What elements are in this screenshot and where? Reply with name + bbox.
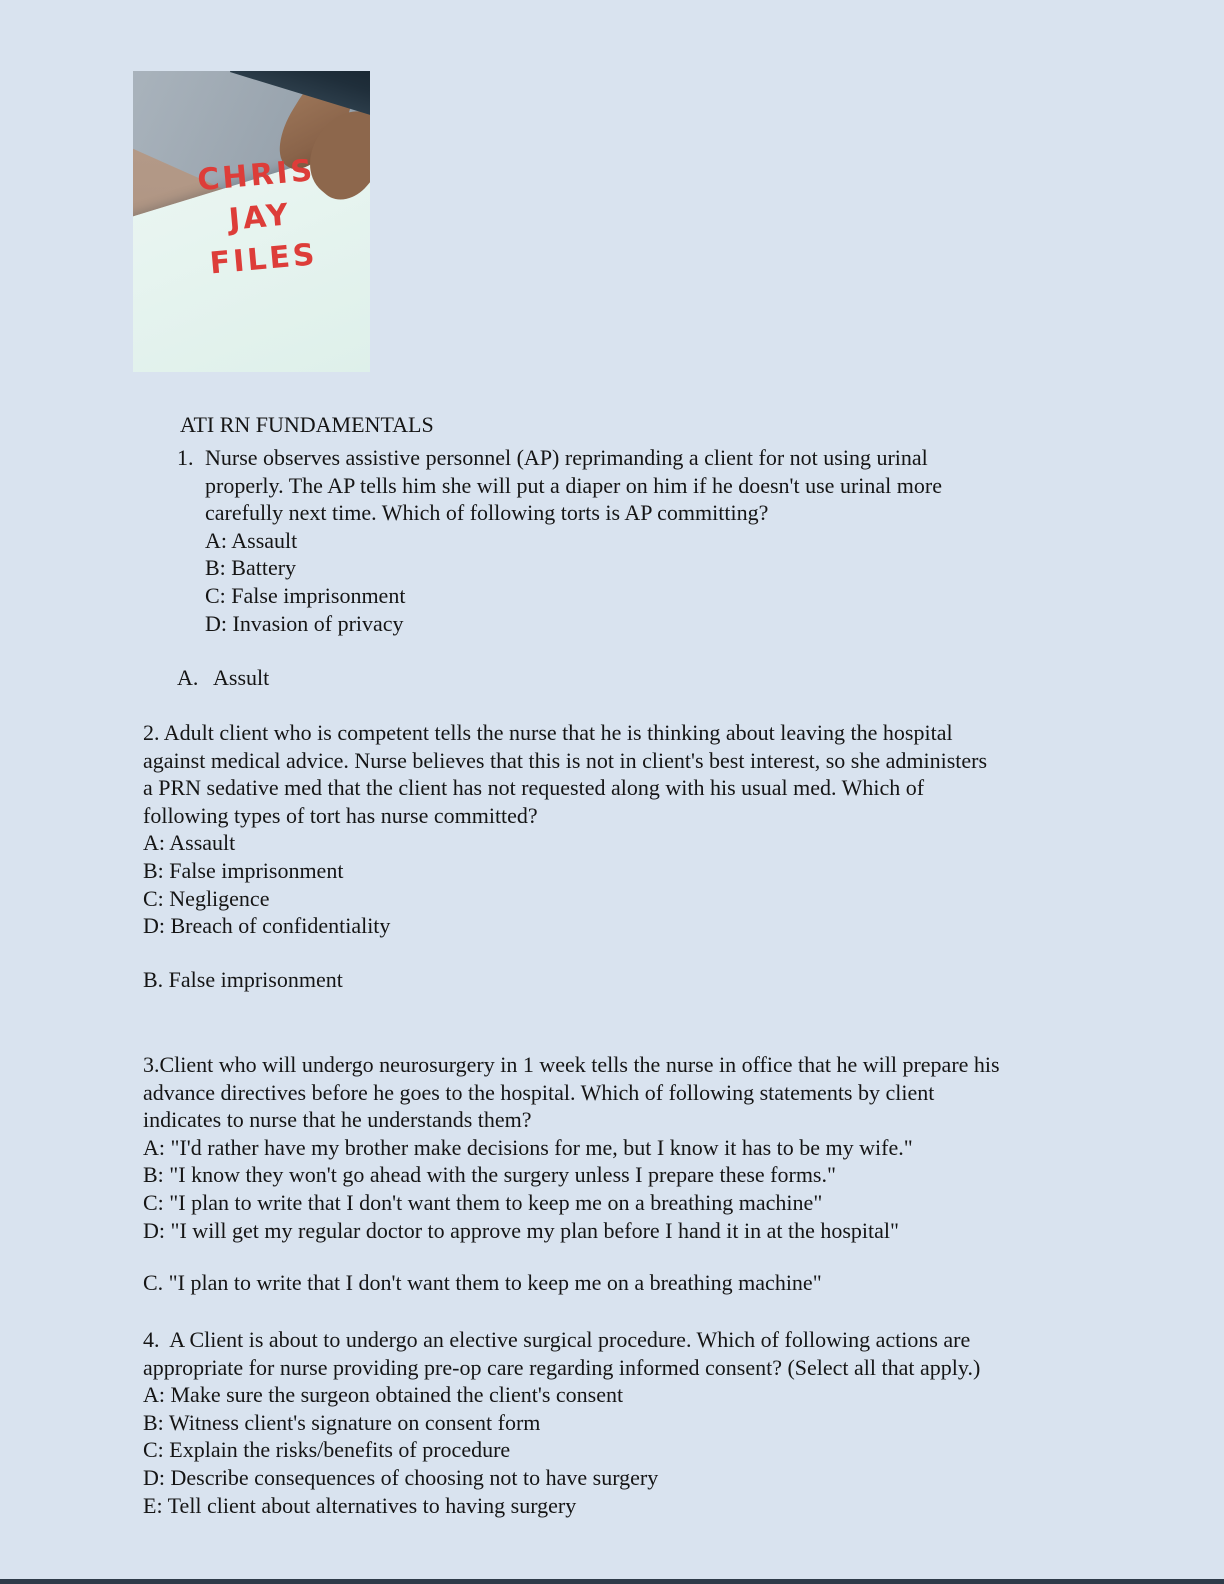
page-title: ATI RN FUNDAMENTALS [180,412,434,437]
question-line: a PRN sedative med that the client has not requested along with his usual med. Which of [143,775,925,801]
option-line: C: Negligence [143,885,270,911]
card-title-line: CHRIS [195,153,317,199]
card-title [180,149,340,288]
option-line: B: Witness client's signature on consent form [143,1409,541,1435]
option-line: C: Explain the risks/benefits of procedure [143,1437,511,1463]
option-line: A: Assault [205,527,298,553]
answer-1 [177,664,269,692]
option-line: D: Describe consequences of choosing not to have surgery [143,1464,659,1490]
option-line: D: Invasion of privacy [205,610,404,636]
option-line: B: Battery [205,555,297,581]
option-line: B: False imprisonment [143,857,344,883]
question-line: advance directives before he goes to the hospital. Which of following statements by client [143,1079,935,1105]
question-body [205,444,942,637]
option-line: A: "I'd rather have my brother make decisions for me, but I know it has to be my wife." [143,1134,913,1160]
option-line: B: "I know they won't go ahead with the surgery unless I prepare these forms." [143,1162,836,1188]
option-line: D: "I will get my regular doctor to approve my plan before I hand it in at the hospital" [143,1217,899,1243]
question-line: Nurse observes assistive personnel (AP) reprimanding a client for not using urinal [205,445,928,470]
option-line: C: False imprisonment [205,582,406,608]
question-number: 1. [177,445,194,470]
question-line: 2. Adult client who is competent tells the nurse that he is thinking about leaving the hospital [143,720,953,745]
question-line: against medical advice. Nurse believes that this is not in client's best interest, so she administers [143,747,988,773]
answer-3 [143,1269,822,1297]
question-4 [143,1326,980,1519]
question-line: appropriate for nurse providing pre-op care regarding informed consent? (Select all that apply.) [143,1354,981,1380]
answer-2 [143,966,343,994]
answer-text: C. "I plan to write that I don't want them to keep me on a breathing machine" [143,1270,822,1295]
question-line: properly. The AP tells him she will put a diaper on him if he doesn't use urinal more [205,472,942,498]
option-line: A: Assault [143,830,236,856]
option-line: A: Make sure the surgeon obtained the client's consent [143,1382,624,1408]
option-line: C: "I plan to write that I don't want them to keep me on a breathing machine" [143,1189,823,1215]
option-line: D: Breach of confidentiality [143,913,391,939]
option-line: E: Tell client about alternatives to having surgery [143,1492,577,1518]
answer-text: B. False imprisonment [143,967,343,992]
question-line: 3.Client who will undergo neurosurgery in 1 week tells the nurse in office that he will prepare his [143,1052,1000,1077]
question-2 [143,719,987,940]
answer-label: A. [177,665,199,690]
question-3 [143,1051,1000,1244]
question-line: carefully next time. Which of following torts is AP committing? [205,500,769,526]
answer-text: Assult [213,665,270,690]
question-line: following types of tort has nurse committed? [143,802,538,828]
question-line: 4. A Client is about to undergo an elective surgical procedure. Which of following actions are [143,1327,971,1352]
question-1 [177,444,942,637]
question-line: indicates to nurse that he understands them? [143,1107,532,1133]
card-title-line: FILES [208,237,319,282]
bottom-edge-bar [0,1579,1224,1584]
cover-photo [133,71,370,372]
card-title-line: JAY [227,197,293,238]
